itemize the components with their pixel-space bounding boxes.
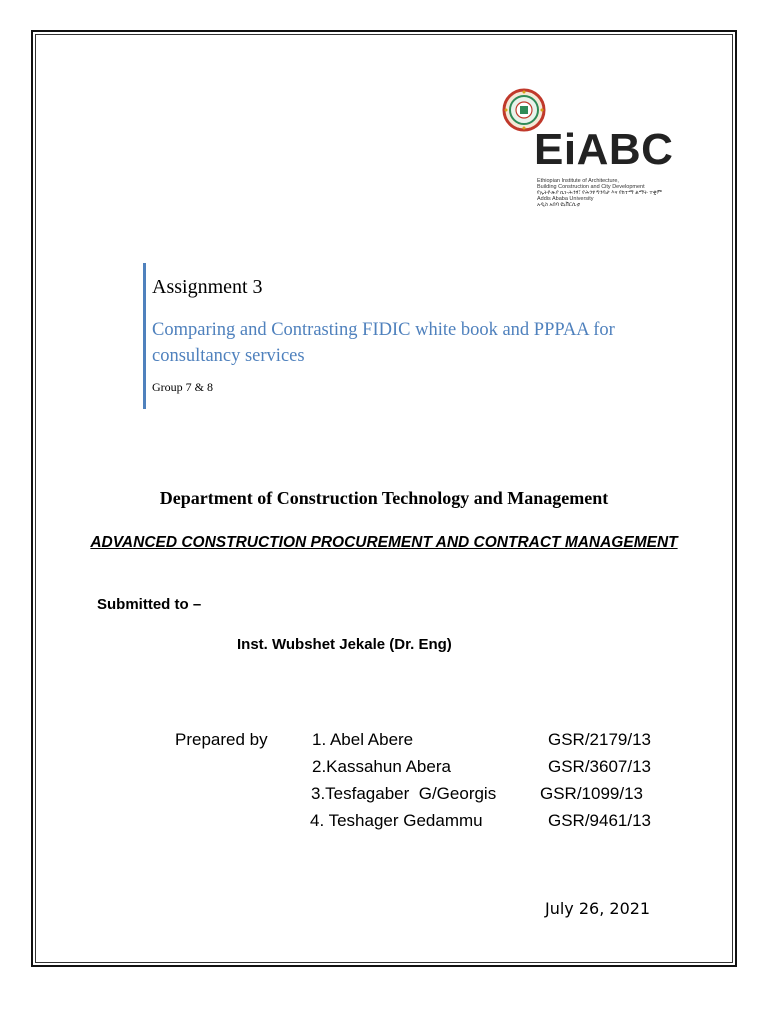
department-heading: Department of Construction Technology and Management xyxy=(159,488,609,508)
submission-date: July 26, 2021 xyxy=(545,899,651,918)
assignment-title: Assignment 3 xyxy=(152,276,263,298)
logo-caption-line: የኢትዮጵያ ኪነ-ሕንፃ፣ የሕንፃ ግንባታ እና የከተማ ልማት ተቋም xyxy=(537,190,662,196)
member-row xyxy=(0,784,768,810)
member-row xyxy=(0,730,768,756)
member-id: GSR/9461/13 xyxy=(548,811,652,830)
prepared-by-label: Prepared by xyxy=(175,730,268,749)
logo-caption-line: አዲስ አበባ ዩኒቨርሲቲ xyxy=(537,202,581,208)
member-name: 3.Tesfagaber G/Georgis xyxy=(311,784,497,803)
course-title: ADVANCED CONSTRUCTION PROCUREMENT AND CONTRACT MANAGEMENT xyxy=(90,534,678,551)
group-label: Group 7 & 8 xyxy=(152,380,213,394)
member-row xyxy=(0,757,768,783)
members-list xyxy=(0,730,768,840)
logo-caption-line: Building Construction and City Development xyxy=(537,184,645,190)
document-subtitle: Comparing and Contrasting FIDIC white book and PPPAA for consultancy services xyxy=(152,320,615,366)
logo-wordmark: EiABC xyxy=(534,125,674,174)
eiabc-logo xyxy=(500,88,674,213)
logo-caption-line: Addis Ababa University xyxy=(537,196,594,202)
member-name: 4. Teshager Gedammu xyxy=(310,811,483,830)
submitted-to-label: Submitted to – xyxy=(97,596,202,613)
member-id: GSR/1099/13 xyxy=(540,784,644,803)
member-name: 2.Kassahun Abera xyxy=(312,757,451,776)
member-row xyxy=(0,811,768,837)
logo-caption-line: Ethiopian Institute of Architecture, xyxy=(537,178,619,184)
instructor-name: Inst. Wubshet Jekale (Dr. Eng) xyxy=(237,636,452,653)
member-name: 1. Abel Abere xyxy=(312,730,414,749)
title-accent-bar xyxy=(143,263,146,409)
member-id: GSR/3607/13 xyxy=(548,757,652,776)
member-id: GSR/2179/13 xyxy=(548,730,652,749)
logo-caption xyxy=(537,178,662,208)
